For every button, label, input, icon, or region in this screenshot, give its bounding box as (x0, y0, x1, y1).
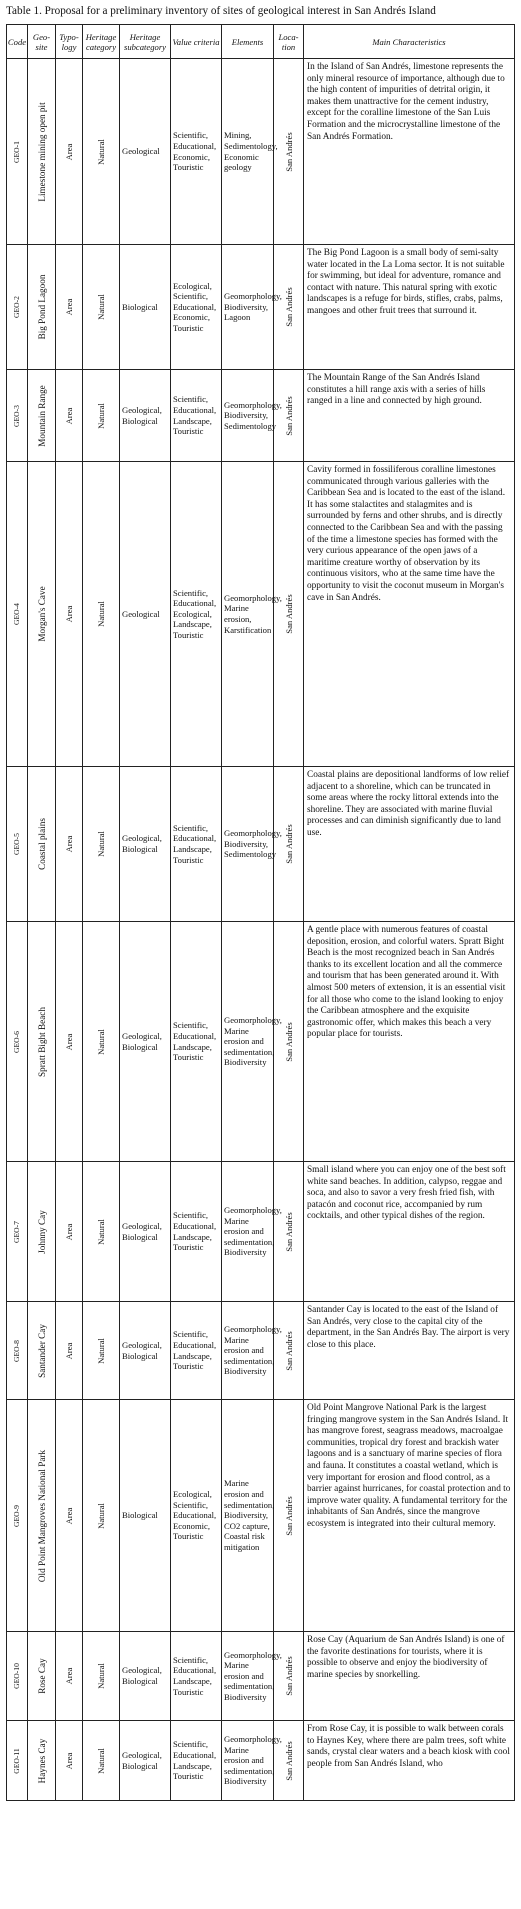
category-cell (83, 767, 120, 922)
category-cell-label: Natural (96, 1337, 106, 1364)
code-cell (7, 767, 28, 922)
criteria-cell: Scientific, Educational, Landscape, Touristic (171, 1632, 222, 1721)
location-cell-label: San Andrés (283, 287, 294, 327)
table-row (7, 1400, 515, 1632)
category-cell (83, 1632, 120, 1721)
category-cell (83, 245, 120, 370)
code-cell (7, 922, 28, 1162)
geosite-cell (28, 767, 56, 922)
code-cell (7, 1162, 28, 1302)
category-cell-label: Natural (96, 601, 106, 627)
header-heritage-subcategory: Heritage subcategory (120, 25, 171, 59)
table-row (7, 1302, 515, 1400)
category-cell (83, 1302, 120, 1400)
category-cell-label: Natural (96, 831, 106, 857)
code-cell (7, 1400, 28, 1632)
geosite-cell (28, 1162, 56, 1302)
location-cell (274, 1721, 304, 1801)
code-cell-label: GEO-6 (12, 1030, 21, 1053)
typology-cell-label: Area (64, 143, 74, 160)
category-cell-label: Natural (96, 294, 106, 320)
typology-cell (56, 1632, 83, 1721)
subcategory-cell: Geological, Biological (120, 922, 171, 1162)
main-characteristics-cell: Coastal plains are depositional landforms of low relief adjacent to a shoreline, which can be truncated in some areas where the rocky littoral extends into the shoreline. They are associated with marine fluvial processes and can diminish significantly due to land use. (304, 767, 515, 922)
code-cell-label: GEO-2 (12, 296, 21, 318)
subcategory-cell: Geological, Biological (120, 1632, 171, 1721)
elements-cell: Geomorphology, Marine erosion and sedimentation, Biodiversity (222, 1721, 274, 1801)
typology-cell-label: Area (64, 1507, 74, 1524)
code-cell-label: GEO-11 (12, 1747, 21, 1774)
table-caption: Table 1. Proposal for a preliminary inventory of sites of geological interest in San Andrés Island (6, 5, 436, 17)
geosite-cell-label: Haynes Cay (36, 1738, 47, 1783)
code-cell-label: GEO-3 (12, 404, 21, 427)
code-cell-label: GEO-5 (12, 833, 21, 855)
geosite-cell-label: Rose Cay (36, 1658, 47, 1694)
criteria-cell: Scientific, Educational, Economic, Touristic (171, 59, 222, 245)
header-main-characteristics: Main Characteristics (304, 25, 515, 59)
typology-cell-label: Area (64, 835, 74, 853)
subcategory-cell: Geological, Biological (120, 767, 171, 922)
criteria-cell: Ecological, Scientific, Educational, Economic, Touristic (171, 245, 222, 370)
category-cell (83, 1721, 120, 1801)
subcategory-cell: Geological, Biological (120, 1162, 171, 1302)
category-cell-label: Natural (96, 138, 106, 165)
geosite-cell (28, 1302, 56, 1400)
typology-cell-label: Area (64, 298, 74, 316)
category-cell (83, 922, 120, 1162)
table-row (7, 1162, 515, 1302)
header-elements: Elements (222, 25, 274, 59)
code-cell-label: GEO-4 (12, 603, 21, 625)
typology-cell (56, 370, 83, 462)
table-row (7, 370, 515, 462)
table-row (7, 767, 515, 922)
location-cell (274, 370, 304, 462)
header-location: Loca-tion (274, 25, 304, 59)
location-cell-label: San Andrés (283, 1495, 294, 1536)
main-characteristics-cell: Small island where you can enjoy one of the best soft white sand beaches. In addition, calypso, reggae and soca, and also to savor a very fresh fried fish, with patacón and coconut rice, accompanied by rum cocktails, and other typical dishes of the region. (304, 1162, 515, 1302)
code-cell-label: GEO-1 (12, 140, 21, 163)
location-cell-label: San Andrés (283, 1740, 294, 1781)
elements-cell: Geomorphology, Marine erosion and sedimentation, Biodiversity (222, 1632, 274, 1721)
location-cell-label: San Andrés (283, 131, 294, 172)
main-characteristics-cell: The Big Pond Lagoon is a small body of semi-salty water located in the La Loma sector. It is not suitable for swimming, but ideal for adventure, romance and contact with nature. This natural spring with exotic landscapes is a refuge for birds, stifles, crabs, palms, mangoes and other fruit trees that surround it. (304, 245, 515, 370)
category-cell-label: Natural (96, 1218, 106, 1245)
header-code: Code (7, 25, 28, 59)
typology-cell-label: Area (64, 1342, 74, 1359)
location-cell-label: San Andrés (283, 1656, 294, 1696)
typology-cell-label: Area (64, 1752, 74, 1769)
typology-cell (56, 767, 83, 922)
typology-cell (56, 1721, 83, 1801)
geosite-inventory-table (6, 24, 515, 1801)
geosite-cell-label: Coastal plains (36, 818, 47, 870)
main-characteristics-cell: Cavity formed in fossiliferous coralline limestones communicated through various galleries with the Caribbean Sea and is located to the east of the island. It has some stalactites and stalagmites and is surrounded by ferns and other shrubs, and is directly connected to the Caribbean Sea and with the passing of the time a limestone species has formed with the very curious appearance of the open jaws of a maritime creature worthy of observation by its continuous visitors, who at the same time have the opportunity to visit the coconut museum in Morgan's cave in San Andrés. (304, 462, 515, 767)
code-cell (7, 1302, 28, 1400)
category-cell-label: Natural (96, 1747, 106, 1774)
code-cell (7, 462, 28, 767)
geosite-cell (28, 922, 56, 1162)
geosite-cell (28, 370, 56, 462)
typology-cell (56, 59, 83, 245)
table-row (7, 59, 515, 245)
code-cell (7, 370, 28, 462)
elements-cell: Geomorphology, Biodiversity, Sedimentology (222, 767, 274, 922)
geosite-cell-label: Big Pond Lagoon (36, 274, 47, 340)
code-cell (7, 1721, 28, 1801)
typology-cell (56, 462, 83, 767)
code-cell (7, 1632, 28, 1721)
geosite-cell-label: Old Point Mangroves National Park (36, 1449, 47, 1582)
location-cell (274, 462, 304, 767)
typology-cell-label: Area (64, 1223, 74, 1240)
elements-cell: Geomorphology, Biodiversity, Sedimentology (222, 370, 274, 462)
code-cell-label: GEO-8 (12, 1339, 21, 1362)
geosite-cell-label: Johnny Cay (36, 1209, 47, 1254)
location-cell-label: San Andrés (283, 1211, 294, 1252)
subcategory-cell: Biological (120, 245, 171, 370)
main-characteristics-cell: Rose Cay (Aquarium de San Andrés Island) is one of the favorite destinations for tourists, where it is possible to observe and enjoy the biodiversity of marine species by snorkelling. (304, 1632, 515, 1721)
criteria-cell: Ecological, Scientific, Educational, Economic, Touristic (171, 1400, 222, 1632)
code-cell-label: GEO-9 (12, 1504, 21, 1527)
geosite-cell-label: Spratt Bight Beach (36, 1006, 47, 1077)
location-cell (274, 922, 304, 1162)
typology-cell (56, 1400, 83, 1632)
main-characteristics-cell: The Mountain Range of the San Andrés Island constitutes a hill range axis with a series of hills ranged in a line and connected by high ground. (304, 370, 515, 462)
location-cell-label: San Andrés (283, 824, 294, 864)
location-cell (274, 767, 304, 922)
geosite-cell (28, 1632, 56, 1721)
main-characteristics-cell: Santander Cay is located to the east of the Island of San Andrés, very close to the capital city of the department, in the San Andrés Bay. The airport is very close to this place. (304, 1302, 515, 1400)
header-value-criteria: Value criteria (171, 25, 222, 59)
category-cell (83, 462, 120, 767)
elements-cell: Geomorphology, Marine erosion, Karstification (222, 462, 274, 767)
code-cell-label: GEO-10 (12, 1663, 21, 1689)
code-cell-label: GEO-7 (12, 1220, 21, 1243)
location-cell-label: San Andrés (283, 594, 294, 634)
subcategory-cell: Geological (120, 462, 171, 767)
typology-cell-label: Area (64, 1667, 74, 1685)
geosite-cell-label: Morgan's Cave (36, 586, 47, 642)
typology-cell (56, 245, 83, 370)
subcategory-cell: Geological, Biological (120, 1302, 171, 1400)
geosite-cell-label: Santander Cay (36, 1323, 47, 1378)
geosite-cell (28, 462, 56, 767)
location-cell (274, 59, 304, 245)
category-cell-label: Natural (96, 1502, 106, 1529)
category-cell-label: Natural (96, 1028, 106, 1055)
table-row (7, 245, 515, 370)
criteria-cell: Scientific, Educational, Landscape, Touristic (171, 1721, 222, 1801)
category-cell-label: Natural (96, 1663, 106, 1689)
elements-cell: Geomorphology, Marine erosion and sedimentation, Biodiversity (222, 922, 274, 1162)
elements-cell: Mining, Sedimentology, Economic geology (222, 59, 274, 245)
geosite-cell (28, 1400, 56, 1632)
criteria-cell: Scientific, Educational, Landscape, Touristic (171, 1302, 222, 1400)
elements-cell: Geomorphology, Biodiversity, Lagoon (222, 245, 274, 370)
main-characteristics-cell: A gentle place with numerous features of coastal deposition, erosion, and colorful waters. Spratt Bight Beach is the most recognized beach in San Andrés thanks to its excellent location and all the commerce and tourism that has been generated around it. With almost 500 meters of extension, it is an essential visit for all those who come to the island looking to enjoy the Caribbean atmosphere and the exquisite gastronomic offer, which makes this beach a very popular place for tourists. (304, 922, 515, 1162)
typology-cell-label: Area (64, 605, 74, 623)
header-heritage-category: Heritage category (83, 25, 120, 59)
code-cell (7, 59, 28, 245)
location-cell-label: San Andrés (283, 395, 294, 436)
subcategory-cell: Geological, Biological (120, 370, 171, 462)
elements-cell: Geomorphology, Marine erosion and sedimentation, Biodiversity (222, 1302, 274, 1400)
header-row (7, 25, 515, 59)
elements-cell: Geomorphology, Marine erosion and sedimentation, Biodiversity (222, 1162, 274, 1302)
location-cell-label: San Andrés (283, 1021, 294, 1062)
category-cell (83, 370, 120, 462)
typology-cell-label: Area (64, 407, 74, 424)
category-cell-label: Natural (96, 402, 106, 429)
criteria-cell: Scientific, Educational, Ecological, Landscape, Touristic (171, 462, 222, 767)
criteria-cell: Scientific, Educational, Landscape, Touristic (171, 767, 222, 922)
location-cell (274, 1632, 304, 1721)
geosite-cell (28, 59, 56, 245)
location-cell (274, 1400, 304, 1632)
criteria-cell: Scientific, Educational, Landscape, Touristic (171, 922, 222, 1162)
location-cell (274, 1162, 304, 1302)
table-row (7, 922, 515, 1162)
geosite-cell (28, 1721, 56, 1801)
header-geosite: Geo-site (28, 25, 56, 59)
table-row (7, 1721, 515, 1801)
location-cell (274, 1302, 304, 1400)
header-typology: Typo-logy (56, 25, 83, 59)
criteria-cell: Scientific, Educational, Landscape, Touristic (171, 1162, 222, 1302)
subcategory-cell: Geological (120, 59, 171, 245)
typology-cell-label: Area (64, 1033, 74, 1050)
subcategory-cell: Biological (120, 1400, 171, 1632)
main-characteristics-cell: Old Point Mangrove National Park is the largest fringing mangrove system in the San Andrés Island. It has mangrove forest, seagrass meadows, macroalgae communities, tropical dry forest and brackish water lagoons and is a sanctuary of marine species of flora and fauna. It constitutes a coastal wetland, which is very important for erosion and flood control, as a barrier against hurricanes, for coastal protection and to improve water quality. A fundamental territory for the inhabitants of San Andrés, since the mangrove ecosystem is integrated into their cultural memory. (304, 1400, 515, 1632)
typology-cell (56, 922, 83, 1162)
criteria-cell: Scientific, Educational, Landscape, Touristic (171, 370, 222, 462)
typology-cell (56, 1162, 83, 1302)
category-cell (83, 1400, 120, 1632)
category-cell (83, 59, 120, 245)
location-cell-label: San Andrés (283, 1330, 294, 1371)
table-row (7, 1632, 515, 1721)
table-row (7, 462, 515, 767)
elements-cell: Marine erosion and sedimentation, Biodiversity, CO2 capture, Coastal risk mitigation (222, 1400, 274, 1632)
typology-cell (56, 1302, 83, 1400)
code-cell (7, 245, 28, 370)
main-characteristics-cell: In the Island of San Andrés, limestone represents the only mineral resource of importance, although due to the high content of impurities of detrital origin, it makes them unattractive for the cement industry, except for the coralline limestone of the San Luis Formation and the microcrystalline limestone of the San Andrés Formation. (304, 59, 515, 245)
main-characteristics-cell: From Rose Cay, it is possible to walk between corals to Haynes Key, where there are palm trees, soft white sands, crystal clear waters and a beach kiosk with cool people from San Andrés Island, who (304, 1721, 515, 1801)
location-cell (274, 245, 304, 370)
category-cell (83, 1162, 120, 1302)
geosite-cell-label: Mountain Range (36, 384, 47, 447)
geosite-cell-label: Limestone mining open pit (36, 101, 47, 202)
geosite-cell (28, 245, 56, 370)
subcategory-cell: Geological, Biological (120, 1721, 171, 1801)
